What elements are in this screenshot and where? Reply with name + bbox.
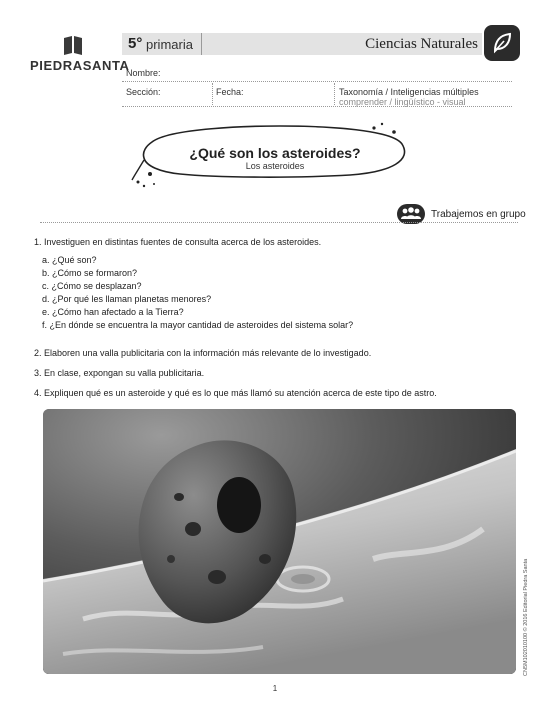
- page-number: 1: [272, 684, 278, 693]
- question-2: 2. Elaboren una valla publicitaria con la información más relevante de lo investigado.: [34, 348, 372, 358]
- name-label: Nombre:: [126, 68, 161, 78]
- page-subtitle: Los asteroides: [245, 161, 305, 171]
- grade-number: 5°: [128, 35, 143, 52]
- question-3: 3. En clase, expongan su valla publicitaria.: [34, 368, 205, 378]
- copyright-code: CN5M102010100 © 2016 Editorial Piedra Santa: [523, 558, 529, 676]
- publisher-logo-text: PIEDRASANTA: [30, 58, 130, 73]
- divider: [122, 106, 512, 107]
- question-1-item: b. ¿Cómo se formaron?: [42, 268, 138, 278]
- leaf-badge: [484, 25, 520, 61]
- asteroid-photo: [43, 409, 516, 674]
- question-1-item: f. ¿En dónde se encuentra la mayor cantidad de asteroides del sistema solar?: [42, 320, 354, 330]
- group-activity-label: Trabajemos en grupo: [431, 209, 526, 220]
- divider: [334, 83, 335, 105]
- people-group-icon: [397, 204, 425, 224]
- subject-title: Ciencias Naturales: [365, 36, 478, 52]
- question-4: 4. Expliquen qué es un asteroide y qué es lo que más llamó su atención acerca de este tipo de astro.: [34, 388, 437, 398]
- book-logo-icon: [62, 34, 84, 56]
- question-1-item: c. ¿Cómo se desplazan?: [42, 281, 142, 291]
- question-1: 1. Investiguen en distintas fuentes de consulta acerca de los asteroides.: [34, 237, 322, 247]
- section-label: Sección:: [126, 87, 161, 97]
- date-label: Fecha:: [216, 87, 244, 97]
- question-1-item: d. ¿Por qué les llaman planetas menores?: [42, 294, 212, 304]
- page-title: ¿Qué son los asteroides?: [189, 145, 361, 161]
- leaf-icon: [490, 31, 514, 55]
- grade-word: primaria: [146, 37, 193, 52]
- divider: [122, 81, 512, 82]
- divider: [212, 83, 213, 105]
- taxonomy-label: Taxonomía / Inteligencias múltiples: [339, 87, 479, 97]
- divider: [40, 222, 518, 223]
- question-1-item: a. ¿Qué son?: [42, 255, 97, 265]
- question-1-item: e. ¿Cómo han afectado a la Tierra?: [42, 307, 184, 317]
- taxonomy-detail: comprender / lingüístico - visual: [339, 97, 466, 107]
